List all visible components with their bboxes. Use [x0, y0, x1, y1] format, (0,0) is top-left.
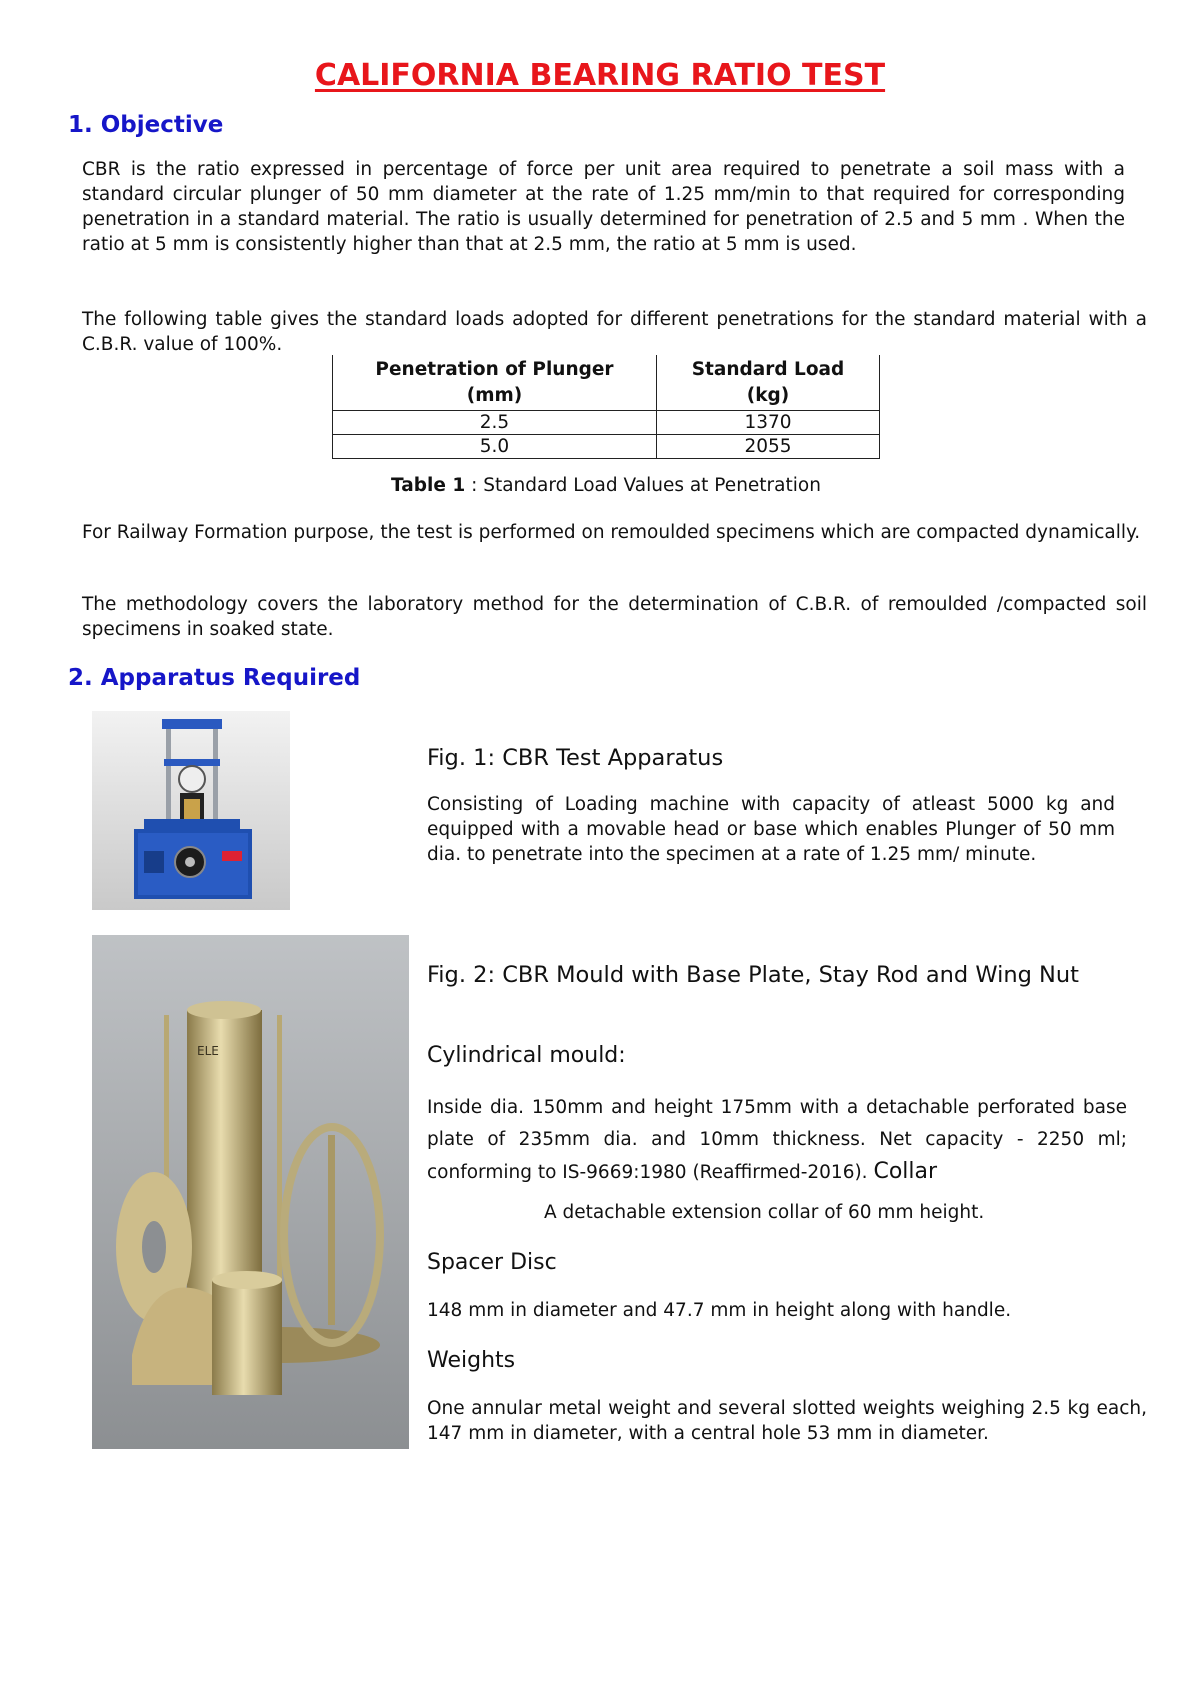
fig1-description: Consisting of Loading machine with capacity of atleast 5000 kg and equipped with a movable head or base which enables Plunger of 50 mm dia. to penetrate into the specimen at a rate of 1.25 mm/ minute.: [427, 794, 1115, 865]
table-row: [333, 411, 880, 435]
table-row: [333, 435, 880, 459]
weights-description: One annular metal weight and several slotted weights weighing 2.5 kg each, 147 mm in diameter, with a central hole 53 mm in diameter.: [427, 1398, 1147, 1444]
cbr-mould-image: [92, 935, 409, 1449]
methodology-paragraph: The methodology covers the laboratory method for the determination of C.B.R. of remoulded /compacted soil specimens in soaked state.: [82, 594, 1147, 640]
collar-description: A detachable extension collar of 60 mm height.: [544, 1202, 985, 1223]
table-header-row: [333, 355, 880, 411]
mould-description: Inside dia. 150mm and height 175mm with a detachable perforated base plate of 235mm dia. and 10mm thickness. Net capacity - 2250 ml; conforming to IS-9669:1980 (Reaffirmed-2016). Collar: [427, 1097, 1127, 1184]
spacer-heading: Spacer Disc: [427, 1250, 557, 1275]
collar-heading: Collar: [873, 1159, 938, 1184]
page-title: CALIFORNIA BEARING RATIO TEST: [314, 58, 886, 93]
table-cell-load: 1370: [657, 411, 880, 435]
table-header-load: Standard Load (kg): [657, 355, 880, 411]
table-cell-load: 2055: [657, 435, 880, 459]
spacer-description: 148 mm in diameter and 47.7 mm in height along with handle.: [427, 1300, 1012, 1321]
section-heading-apparatus: 2. Apparatus Required: [68, 665, 361, 691]
objective-paragraph: CBR is the ratio expressed in percentage of force per unit area required to penetrate a soil mass with a standard circular plunger of 50 mm diameter at the rate of 1.25 mm/min to that required for corresponding penetration in a standard material. The ratio is usually determined for penetration of 2.5 and 5 mm . When the ratio at 5 mm is consistently higher than that at 2.5 mm, the ratio at 5 mm is used.: [82, 159, 1125, 255]
mould-heading: Cylindrical mould:: [427, 1043, 626, 1068]
railway-paragraph: For Railway Formation purpose, the test is performed on remoulded specimens which are compacted dynamically.: [82, 522, 1141, 543]
table-cell-penetration: 5.0: [333, 435, 657, 459]
photo-logo-mark: ELE: [197, 1044, 219, 1058]
cbr-test-apparatus-image: [92, 711, 290, 910]
table-cell-penetration: 2.5: [333, 411, 657, 435]
weights-heading: Weights: [427, 1348, 516, 1373]
table-header-penetration: Penetration of Plunger (mm): [333, 355, 657, 411]
standard-load-table: [332, 355, 880, 459]
fig1-title: Fig. 1: CBR Test Apparatus: [427, 745, 724, 771]
section-heading-objective: 1. Objective: [68, 112, 224, 138]
table-intro-paragraph: The following table gives the standard loads adopted for different penetrations for the standard material with a C.B.R. value of 100%.: [82, 309, 1147, 355]
table-caption: Table 1 : Standard Load Values at Penetration: [391, 475, 821, 496]
fig2-title: Fig. 2: CBR Mould with Base Plate, Stay Rod and Wing Nut: [427, 962, 1079, 988]
